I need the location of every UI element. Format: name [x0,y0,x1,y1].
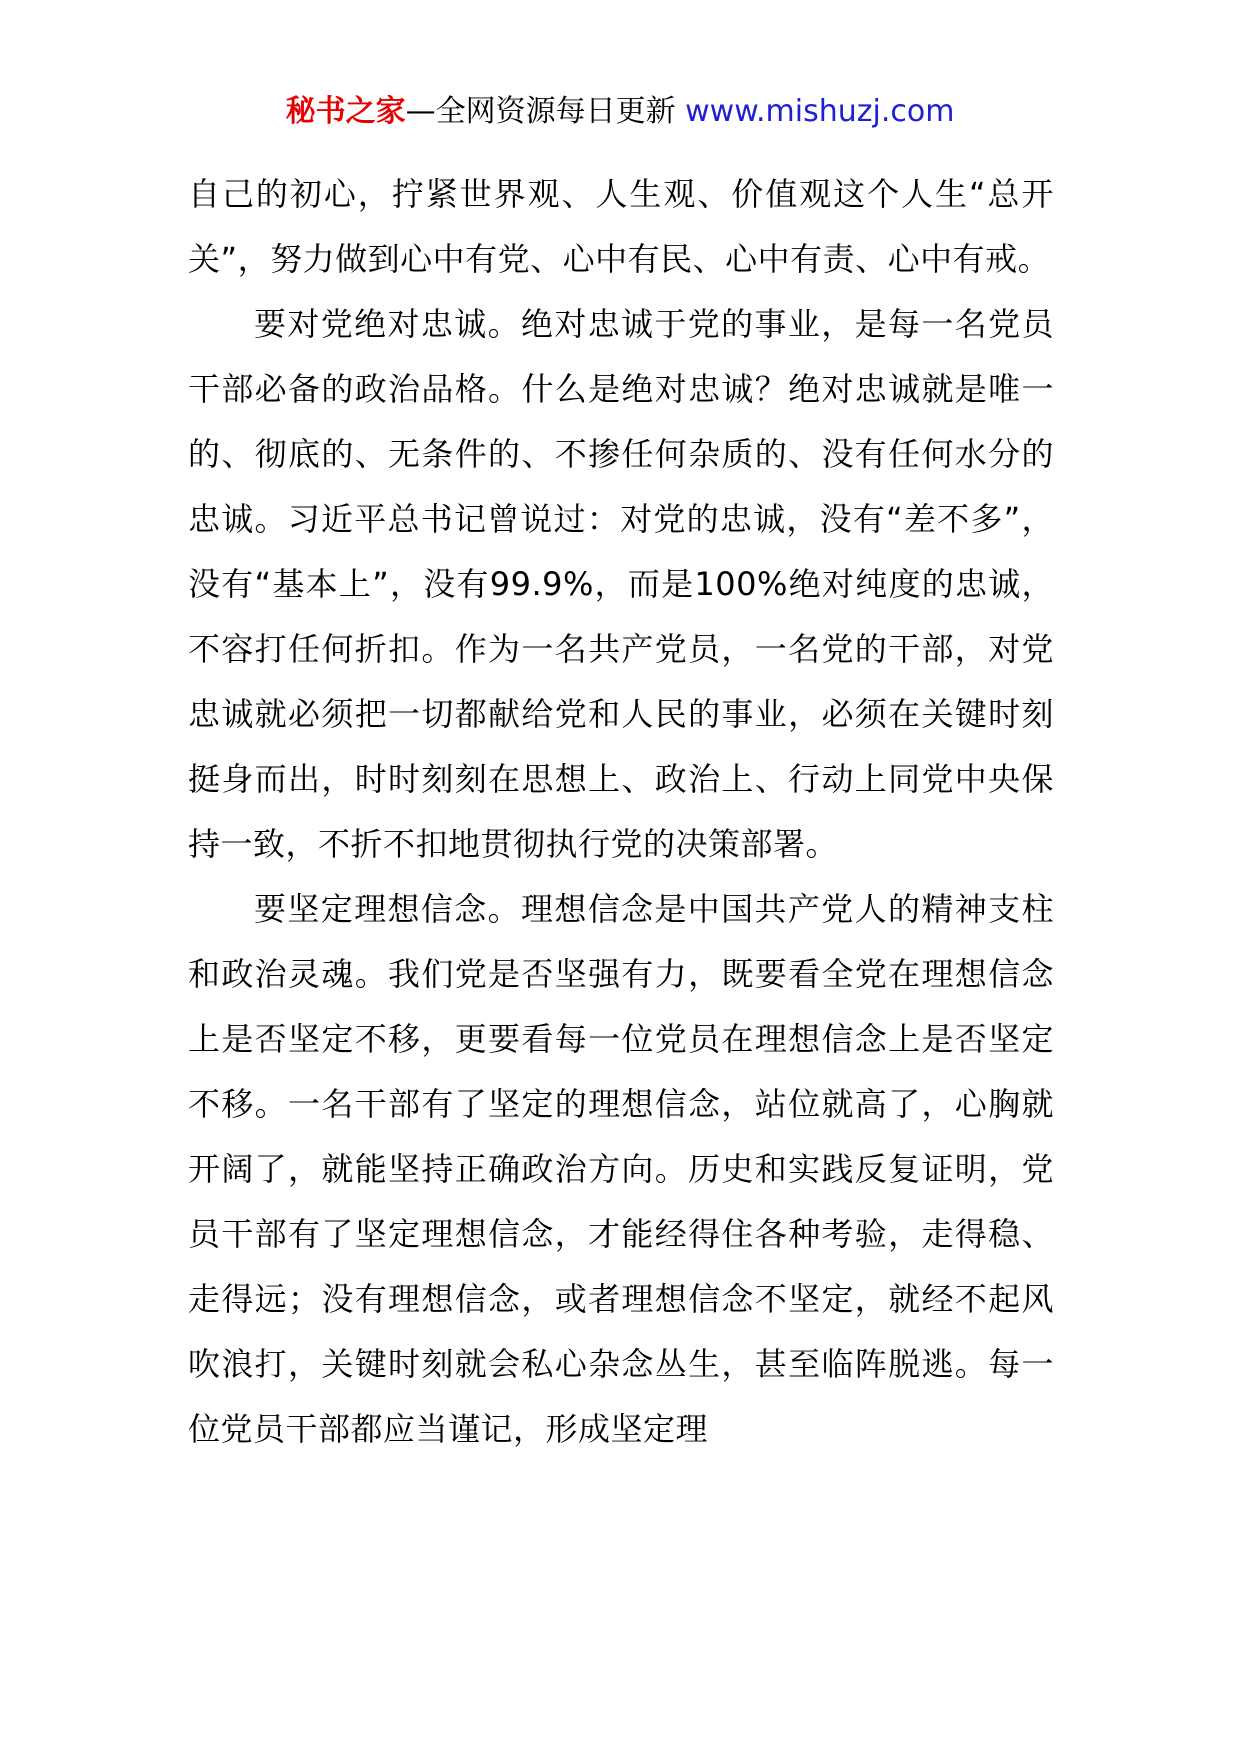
page-header [0,92,1240,132]
header-slogan: —全网资源每日更新 [405,94,676,129]
paragraph-ideals: 要坚定理想信念。理想信念是中国共产党人的精神支柱和政治灵魂。我们党是否坚强有力，既要看全党在理想信念上是否坚定不移，更要看每一位党员在理想信念上是否坚定不移。一名干部有了坚定的理想信念，站位就高了，心胸就开阔了，就能坚持正确政治方向。历史和实践反复证明，党员干部有了坚定理想信念，才能经得住各种考验，走得稳、走得远；没有理想信念，或者理想信念不坚定，就经不起风吹浪打，关键时刻就会私心杂念丛生，甚至临阵脱逃。每一位党员干部都应当谨记，形成坚定理 [188,890,1054,1448]
paragraph-continuation: 自己的初心，拧紧世界观、人生观、价值观这个人生“总开关”，努力做到心中有党、心中有民、心中有责、心中有戒。 [188,175,1054,278]
header-url-link[interactable]: www.mishuzj.com [685,94,955,129]
brand-name: 秘书之家 [285,94,406,129]
paragraph-loyalty: 要对党绝对忠诚。绝对忠诚于党的事业，是每一名党员干部必备的政治品格。什么是绝对忠诚？绝对忠诚就是唯一的、彻底的、无条件的、不掺任何杂质的、没有任何水分的忠诚。习近平总书记曾说过：对党的忠诚，没有“差不多”，没有“基本上”，没有99.9%，而是100%绝对纯度的忠诚，不容打任何折扣。作为一名共产党员，一名党的干部，对党忠诚就必须把一切都献给党和人民的事业，必须在关键时刻挺身而出，时时刻刻在思想上、政治上、行动上同党中央保持一致，不折不扣地贯彻执行党的决策部署。 [188,305,1054,863]
document-body [188,162,1054,1462]
